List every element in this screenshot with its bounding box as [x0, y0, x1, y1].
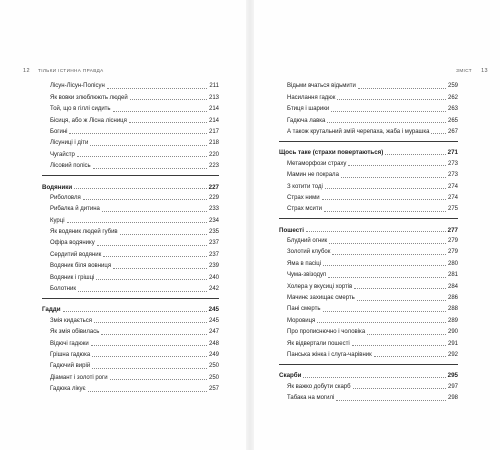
- toc-entry: [42, 359, 219, 370]
- toc-entry-page-number: 298: [447, 395, 458, 402]
- toc-entry-page-number: 265: [447, 117, 458, 124]
- toc-entry-title: Чума-звізодуп: [287, 272, 327, 279]
- dot-leader: [323, 311, 446, 312]
- toc-entry: [279, 291, 458, 302]
- toc-section-heading: [279, 222, 458, 233]
- dot-leader: [130, 99, 207, 100]
- dot-leader: [63, 311, 207, 312]
- toc-entry-title: Грішна гадюка: [50, 351, 91, 358]
- dot-leader: [328, 277, 446, 278]
- dot-leader: [337, 99, 446, 100]
- dot-leader: [325, 188, 446, 189]
- toc-entry-page-number: 289: [447, 317, 458, 324]
- toc-entry-page-number: 297: [447, 383, 458, 390]
- toc-entry-title: Бтиця і шарики: [287, 106, 330, 113]
- dot-leader: [101, 334, 207, 335]
- dot-leader: [374, 356, 446, 357]
- toc-entry-title: А також крутальний змій черепаха, жаба і мурашка: [287, 128, 430, 135]
- toc-entry-title: Богині: [50, 128, 68, 135]
- toc-section-heading-page-number: 245: [208, 306, 219, 314]
- section-divider: [42, 298, 219, 299]
- toc-entry: [42, 159, 219, 170]
- toc-entry: [42, 282, 219, 293]
- right-table-of-contents: [279, 79, 458, 402]
- toc-entry: [279, 256, 458, 267]
- toc-entry: [279, 313, 458, 324]
- toc-entry: [42, 325, 219, 336]
- toc-entry-title: Яма в пасіці: [287, 260, 322, 267]
- toc-entry-page-number: 288: [447, 306, 458, 313]
- toc-entry: [42, 247, 219, 258]
- dot-leader: [306, 231, 446, 232]
- toc-entry-title: Відючі гадюки: [50, 340, 89, 347]
- dot-leader: [129, 122, 207, 123]
- dot-leader: [92, 356, 207, 357]
- dot-leader: [327, 122, 446, 123]
- dot-leader: [324, 211, 446, 212]
- section-divider: [279, 218, 458, 219]
- toc-entry: [42, 259, 219, 270]
- dot-leader: [93, 168, 207, 169]
- dot-leader: [303, 377, 445, 378]
- toc-section-heading: [42, 302, 219, 313]
- toc-entry-title: Курці: [50, 217, 65, 224]
- dot-leader: [83, 199, 207, 200]
- toc-entry-page-number: 229: [208, 194, 219, 201]
- toc-section-heading-title: Щось таке (страхи повертаються): [279, 149, 384, 157]
- toc-entry-page-number: 273: [447, 172, 458, 179]
- toc-section-heading: [279, 368, 458, 379]
- toc-entry-page-number: 247: [208, 329, 219, 336]
- toc-entry-title: Страх ними: [287, 194, 320, 201]
- toc-entry-title: Змія кидається: [50, 317, 92, 324]
- toc-entry-title: Пані смерть: [287, 306, 321, 313]
- toc-entry: [279, 113, 458, 124]
- toc-entry: [279, 79, 458, 90]
- toc-entry-page-number: 250: [208, 363, 219, 370]
- toc-entry-title: Холера у вкусиці хортів: [287, 283, 353, 290]
- toc-section-heading-title: Пошесті: [279, 226, 304, 234]
- dot-leader: [329, 243, 446, 244]
- dot-leader: [341, 177, 446, 178]
- toc-entry: [42, 90, 219, 101]
- toc-entry: [279, 168, 458, 179]
- toc-entry-title: Риболовля: [50, 194, 81, 201]
- toc-entry-page-number: 217: [208, 128, 219, 135]
- toc-entry-page-number: 290: [447, 329, 458, 336]
- section-divider: [42, 175, 219, 176]
- dot-leader: [107, 88, 208, 89]
- toc-entry-title: Водяник біля вовниця: [50, 263, 112, 270]
- toc-entry-page-number: 257: [208, 386, 219, 393]
- toc-entry-page-number: 242: [208, 286, 219, 293]
- dot-leader: [332, 254, 446, 255]
- toc-entry-title: Діамант і золоті роги: [50, 374, 108, 381]
- toc-entry-title: Страх мсити: [287, 206, 322, 213]
- left-page-number: 12: [23, 68, 30, 74]
- toc-entry: [42, 147, 219, 158]
- toc-entry: [279, 348, 458, 359]
- toc-section-heading-page-number: 277: [447, 226, 458, 234]
- toc-section-heading-page-number: 227: [208, 183, 219, 191]
- dot-leader: [358, 88, 446, 89]
- toc-entry: [42, 202, 219, 213]
- toc-entry-title: Болотник: [50, 286, 76, 293]
- toc-entry: [279, 325, 458, 336]
- toc-entry-title: Як вовки злюблюють людей: [50, 94, 128, 101]
- dot-leader: [331, 111, 446, 112]
- toc-entry-page-number: 235: [208, 229, 219, 236]
- toc-entry: [279, 90, 458, 101]
- toc-entry-title: Рибалка й дитина: [50, 206, 100, 213]
- toc-entry-title: Офіра водянику: [50, 240, 95, 247]
- dot-leader: [317, 322, 446, 323]
- toc-section-heading-title: Скарби: [279, 372, 302, 380]
- toc-entry-title: Метаморфози страху: [287, 160, 347, 167]
- book-gutter: [246, 0, 254, 450]
- toc-entry-page-number: 263: [447, 106, 458, 113]
- section-divider: [279, 364, 458, 365]
- dot-leader: [78, 291, 207, 292]
- toc-entry-page-number: 234: [208, 217, 219, 224]
- toc-entry: [42, 225, 219, 236]
- toc-entry-title: З котити тоді: [287, 183, 323, 190]
- toc-entry-title: Блудний огник: [287, 238, 328, 245]
- dot-leader: [322, 199, 446, 200]
- toc-entry-page-number: 249: [208, 351, 219, 358]
- toc-entry-page-number: 280: [447, 260, 458, 267]
- toc-entry-page-number: 275: [447, 206, 458, 213]
- dot-leader: [102, 211, 207, 212]
- dot-leader: [336, 400, 446, 401]
- toc-entry-title: Лісовий полісь: [50, 163, 91, 170]
- toc-entry: [279, 268, 458, 279]
- toc-entry-title: Моровиця: [287, 317, 316, 324]
- toc-entry-page-number: 245: [208, 317, 219, 324]
- toc-entry-page-number: 237: [208, 251, 219, 258]
- toc-entry-title: Гадюка лікує: [50, 386, 86, 393]
- toc-entry: [42, 113, 219, 124]
- toc-entry-title: Водяник і грішці: [50, 274, 95, 281]
- toc-entry-title: Насилання гадюк: [287, 94, 336, 101]
- toc-entry-page-number: 211: [209, 83, 219, 90]
- toc-entry-page-number: 233: [208, 206, 219, 213]
- toc-entry-page-number: 286: [447, 295, 458, 302]
- toc-entry-title: Сердитий водяник: [50, 251, 102, 258]
- toc-entry-page-number: 223: [208, 163, 219, 170]
- dot-leader: [69, 133, 207, 134]
- toc-entry-page-number: 281: [447, 272, 458, 279]
- dot-leader: [92, 368, 207, 369]
- dot-leader: [113, 111, 207, 112]
- toc-entry: [279, 234, 458, 245]
- toc-entry: [42, 370, 219, 381]
- toc-entry: [279, 336, 458, 347]
- toc-entry-page-number: 274: [447, 183, 458, 190]
- toc-entry-title: Гадюча лавка: [287, 117, 326, 124]
- toc-entry-title: Як змія обівилась: [50, 329, 100, 336]
- dot-leader: [354, 288, 446, 289]
- left-table-of-contents: [42, 79, 219, 393]
- right-page: [254, 0, 500, 450]
- toc-entry-page-number: 248: [208, 340, 219, 347]
- toc-entry: [42, 136, 219, 147]
- toc-entry-title: Як відвертали пошесті: [287, 340, 350, 347]
- toc-entry-page-number: 250: [208, 374, 219, 381]
- right-running-header: ЗМІСТ: [456, 68, 472, 73]
- toc-entry-title: Лісун-Лісун-Полісун: [50, 83, 105, 90]
- toc-section-heading-title: Гадди: [42, 306, 61, 314]
- toc-entry-page-number: 214: [208, 117, 219, 124]
- toc-entry: [279, 379, 458, 390]
- toc-entry: [42, 236, 219, 247]
- toc-entry: [279, 391, 458, 402]
- toc-entry-title: Лісуниці і діти: [50, 140, 89, 147]
- section-divider: [279, 141, 458, 142]
- dot-leader: [96, 279, 207, 280]
- dot-leader: [97, 245, 207, 246]
- toc-entry: [279, 279, 458, 290]
- toc-entry: [279, 125, 458, 136]
- toc-entry-page-number: 218: [208, 140, 219, 147]
- toc-entry: [42, 270, 219, 281]
- toc-entry: [279, 179, 458, 190]
- toc-entry-page-number: 259: [447, 83, 458, 90]
- dot-leader: [431, 133, 446, 134]
- toc-entry: [42, 102, 219, 113]
- toc-entry-title: Гадючий вирій: [50, 363, 91, 370]
- toc-entry: [42, 313, 219, 324]
- toc-entry-page-number: 262: [447, 94, 458, 101]
- toc-entry-title: Про прописнючно і чоловіка: [287, 329, 366, 336]
- dot-leader: [113, 268, 207, 269]
- toc-entry: [279, 191, 458, 202]
- toc-entry-page-number: 279: [447, 238, 458, 245]
- toc-entry-page-number: 274: [447, 194, 458, 201]
- dot-leader: [120, 234, 207, 235]
- dot-leader: [367, 334, 446, 335]
- toc-entry: [42, 125, 219, 136]
- toc-entry: [279, 102, 458, 113]
- toc-section-heading-page-number: 271: [447, 149, 458, 157]
- dot-leader: [110, 379, 207, 380]
- dot-leader: [323, 265, 446, 266]
- left-page: [0, 0, 246, 450]
- dot-leader: [67, 222, 207, 223]
- toc-entry-page-number: 214: [208, 106, 219, 113]
- toc-section-heading-title: Водяники: [42, 183, 73, 191]
- toc-entry-title: Золотий клубок: [287, 249, 331, 256]
- toc-entry: [279, 245, 458, 256]
- dot-leader: [90, 145, 207, 146]
- toc-entry-title: Той, що в гіллі сидить: [50, 106, 111, 113]
- dot-leader: [88, 391, 207, 392]
- toc-section-heading-page-number: 295: [447, 372, 458, 380]
- toc-entry: [279, 202, 458, 213]
- toc-entry-page-number: 279: [447, 249, 458, 256]
- toc-section-heading: [279, 145, 458, 156]
- dot-leader: [94, 322, 207, 323]
- toc-entry-page-number: 213: [208, 94, 219, 101]
- dot-leader: [74, 188, 207, 189]
- dot-leader: [103, 256, 207, 257]
- toc-entry-page-number: 237: [208, 240, 219, 247]
- toc-entry-title: Табака на могилі: [287, 395, 335, 402]
- dot-leader: [91, 345, 207, 346]
- toc-entry-title: Чугайстр: [50, 151, 75, 158]
- toc-entry-title: Бісиця, або ж Лісна лісниця: [50, 117, 127, 124]
- toc-entry-page-number: 239: [208, 263, 219, 270]
- left-running-header: ТІЛЬКИ ІСТИННА ПРАВДА: [38, 68, 104, 73]
- toc-entry: [42, 382, 219, 393]
- toc-entry: [42, 191, 219, 202]
- toc-entry-page-number: 292: [447, 351, 458, 358]
- dot-leader: [77, 156, 207, 157]
- toc-entry-page-number: 240: [208, 274, 219, 281]
- toc-entry-title: Панська жінка і слуга-чарівник: [287, 351, 372, 358]
- toc-entry-title: Як водяник людей губив: [50, 229, 118, 236]
- toc-entry-page-number: 267: [447, 128, 458, 135]
- dot-leader: [385, 154, 445, 155]
- toc-entry: [42, 348, 219, 359]
- toc-entry: [42, 213, 219, 224]
- toc-entry-page-number: 291: [447, 340, 458, 347]
- toc-entry-page-number: 273: [447, 160, 458, 167]
- toc-entry-title: Відьми вчаться відьмити: [287, 83, 356, 90]
- dot-leader: [352, 345, 446, 346]
- toc-entry-title: Як важко добути скарб: [287, 383, 351, 390]
- toc-entry-page-number: 220: [208, 151, 219, 158]
- toc-entry: [42, 336, 219, 347]
- dot-leader: [357, 300, 446, 301]
- right-page-number: 13: [481, 68, 488, 74]
- dot-leader: [353, 388, 446, 389]
- toc-entry-title: Мачинє захищає смерть: [287, 295, 355, 302]
- toc-entry-page-number: 284: [447, 283, 458, 290]
- dot-leader: [348, 165, 446, 166]
- toc-entry: [279, 156, 458, 167]
- toc-entry-title: Мамин не покрала: [287, 172, 339, 179]
- toc-entry: [42, 79, 219, 90]
- toc-entry: [279, 302, 458, 313]
- toc-section-heading: [42, 179, 219, 190]
